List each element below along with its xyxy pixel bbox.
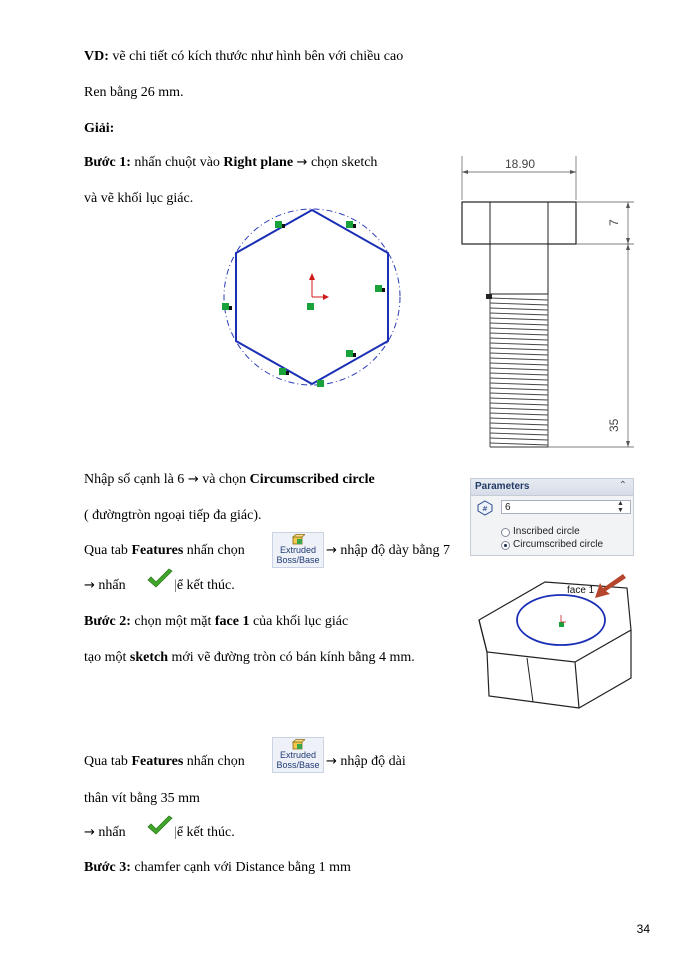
finish2-line: → nhấn	[84, 825, 126, 840]
thread-line	[490, 348, 548, 350]
thread-line	[490, 418, 548, 420]
thread-line	[490, 323, 548, 325]
face1-text: face 1	[214, 614, 250, 629]
thread-line	[490, 338, 548, 340]
polygon-sides-icon	[477, 500, 493, 516]
example-label: VD:	[84, 49, 109, 64]
thread-line	[490, 318, 548, 320]
hexagon-sketch	[215, 205, 410, 393]
sides-spinner[interactable]: ▲ ▼	[617, 500, 624, 514]
finish1-line-tail: |ể kết thúc.	[174, 578, 235, 593]
arrow-icon: →	[84, 578, 95, 593]
extrude-cube-icon	[291, 739, 305, 750]
thread-line	[490, 303, 548, 305]
parameters-title: Parameters	[475, 481, 530, 492]
finish2-line-tail: |ể kết thúc.	[174, 825, 235, 840]
step3-label: Bước 3:	[84, 860, 131, 875]
extrude2-line-2: thân vít bằng 35 mm	[84, 791, 200, 806]
thread-line	[490, 388, 548, 390]
extrude-cube-icon	[291, 534, 305, 545]
sketch-text: sketch	[129, 650, 169, 665]
extruded-boss-button[interactable]: Extruded Boss/Base	[272, 532, 324, 568]
example-text: vẽ chi tiết có kích thước như hình bên với chiều cao	[108, 49, 404, 64]
thread-line	[490, 428, 548, 430]
arrow-icon: →	[326, 754, 337, 769]
thread-line	[490, 383, 548, 385]
thread-line	[490, 368, 548, 370]
thread-line	[490, 313, 548, 315]
step1-line: Bước 1: nhấn chuột vào Right plane → chọn sketch	[84, 155, 378, 170]
thread-line	[490, 408, 548, 410]
thread-line	[490, 343, 548, 345]
thread-line	[490, 443, 548, 445]
thread-line	[490, 413, 548, 415]
thread-line	[490, 363, 548, 365]
finish1-line: → nhấn	[84, 578, 126, 593]
sides-line: Nhập số cạnh là 6 → và chọn Circumscribed circle	[84, 472, 375, 487]
extrude2-line: Qua tab Features nhấn chọn	[84, 754, 245, 769]
checkmark-icon[interactable]	[146, 568, 174, 590]
thread-line	[490, 358, 548, 360]
arrow-icon: →	[326, 543, 337, 558]
page-number: 34	[636, 922, 650, 936]
extrude2-line-tail: → nhập độ dài	[326, 754, 406, 769]
checkmark-icon[interactable]	[146, 815, 174, 837]
hex-face-view	[467, 568, 637, 713]
dim-shank-length: 35	[607, 418, 621, 432]
thread-line	[490, 353, 548, 355]
extrude1-line-tail: → nhập độ dày bằng 7	[326, 543, 451, 558]
thread-line	[490, 403, 548, 405]
parameters-panel-header[interactable]	[471, 479, 633, 496]
thread-line	[490, 373, 548, 375]
thread-line	[490, 398, 548, 400]
inscribed-radio[interactable]	[501, 528, 510, 537]
thread-line	[490, 378, 548, 380]
thread-line	[490, 298, 548, 300]
thread-line	[490, 438, 548, 440]
extruded-boss-button[interactable]: Extruded Boss/Base	[272, 737, 324, 773]
face1-label: face 1	[567, 585, 595, 596]
dim-head-width: 18.90	[505, 157, 536, 171]
step2-label: Bước 2:	[84, 614, 131, 629]
features-text: Features	[131, 543, 184, 558]
circumscribed-radio[interactable]	[501, 541, 510, 550]
inscribed-label: Inscribed circle	[513, 526, 580, 537]
step1-label: Bước 1:	[84, 155, 131, 170]
thread-line	[490, 328, 548, 330]
svg-text:#: #	[482, 505, 488, 513]
parameters-panel	[470, 478, 634, 556]
example-line-2: Ren bằng 26 mm.	[84, 85, 184, 100]
step2-line-2: tạo một sketch mới vẽ đường tròn có bán kính bằng 4 mm.	[84, 650, 415, 665]
right-plane-text: Right plane	[223, 155, 294, 170]
solution-heading: Giải:	[84, 121, 115, 136]
thread-line	[490, 393, 548, 395]
extrude1-line: Qua tab Features nhấn chọn	[84, 543, 245, 558]
dim-head-height: 7	[607, 219, 621, 226]
arrow-icon: →	[84, 825, 95, 840]
thread-line	[490, 333, 548, 335]
step1-line-2: và vẽ khối lục giác.	[84, 191, 194, 206]
thread-line	[490, 423, 548, 425]
step2-line: Bước 2: chọn một mặt face 1 của khối lục giác	[84, 614, 349, 629]
bolt-drawing	[450, 152, 646, 458]
circumscribed-text: Circumscribed circle	[249, 472, 375, 487]
sides-input[interactable]: 6	[501, 500, 631, 514]
chevron-up-icon[interactable]: ⌃	[618, 480, 627, 491]
arrow-icon: →	[187, 472, 199, 487]
features-text: Features	[131, 754, 184, 769]
circumscribed-label: Circumscribed circle	[513, 539, 604, 550]
thread-line	[490, 308, 548, 310]
sides-line-2: ( đườngtròn ngoại tiếp đa giác).	[84, 508, 262, 523]
example-line	[84, 48, 403, 66]
step3-line: Bước 3: chamfer cạnh với Distance bằng 1 mm	[84, 860, 351, 875]
arrow-icon: →	[296, 155, 308, 170]
thread-line	[490, 433, 548, 435]
